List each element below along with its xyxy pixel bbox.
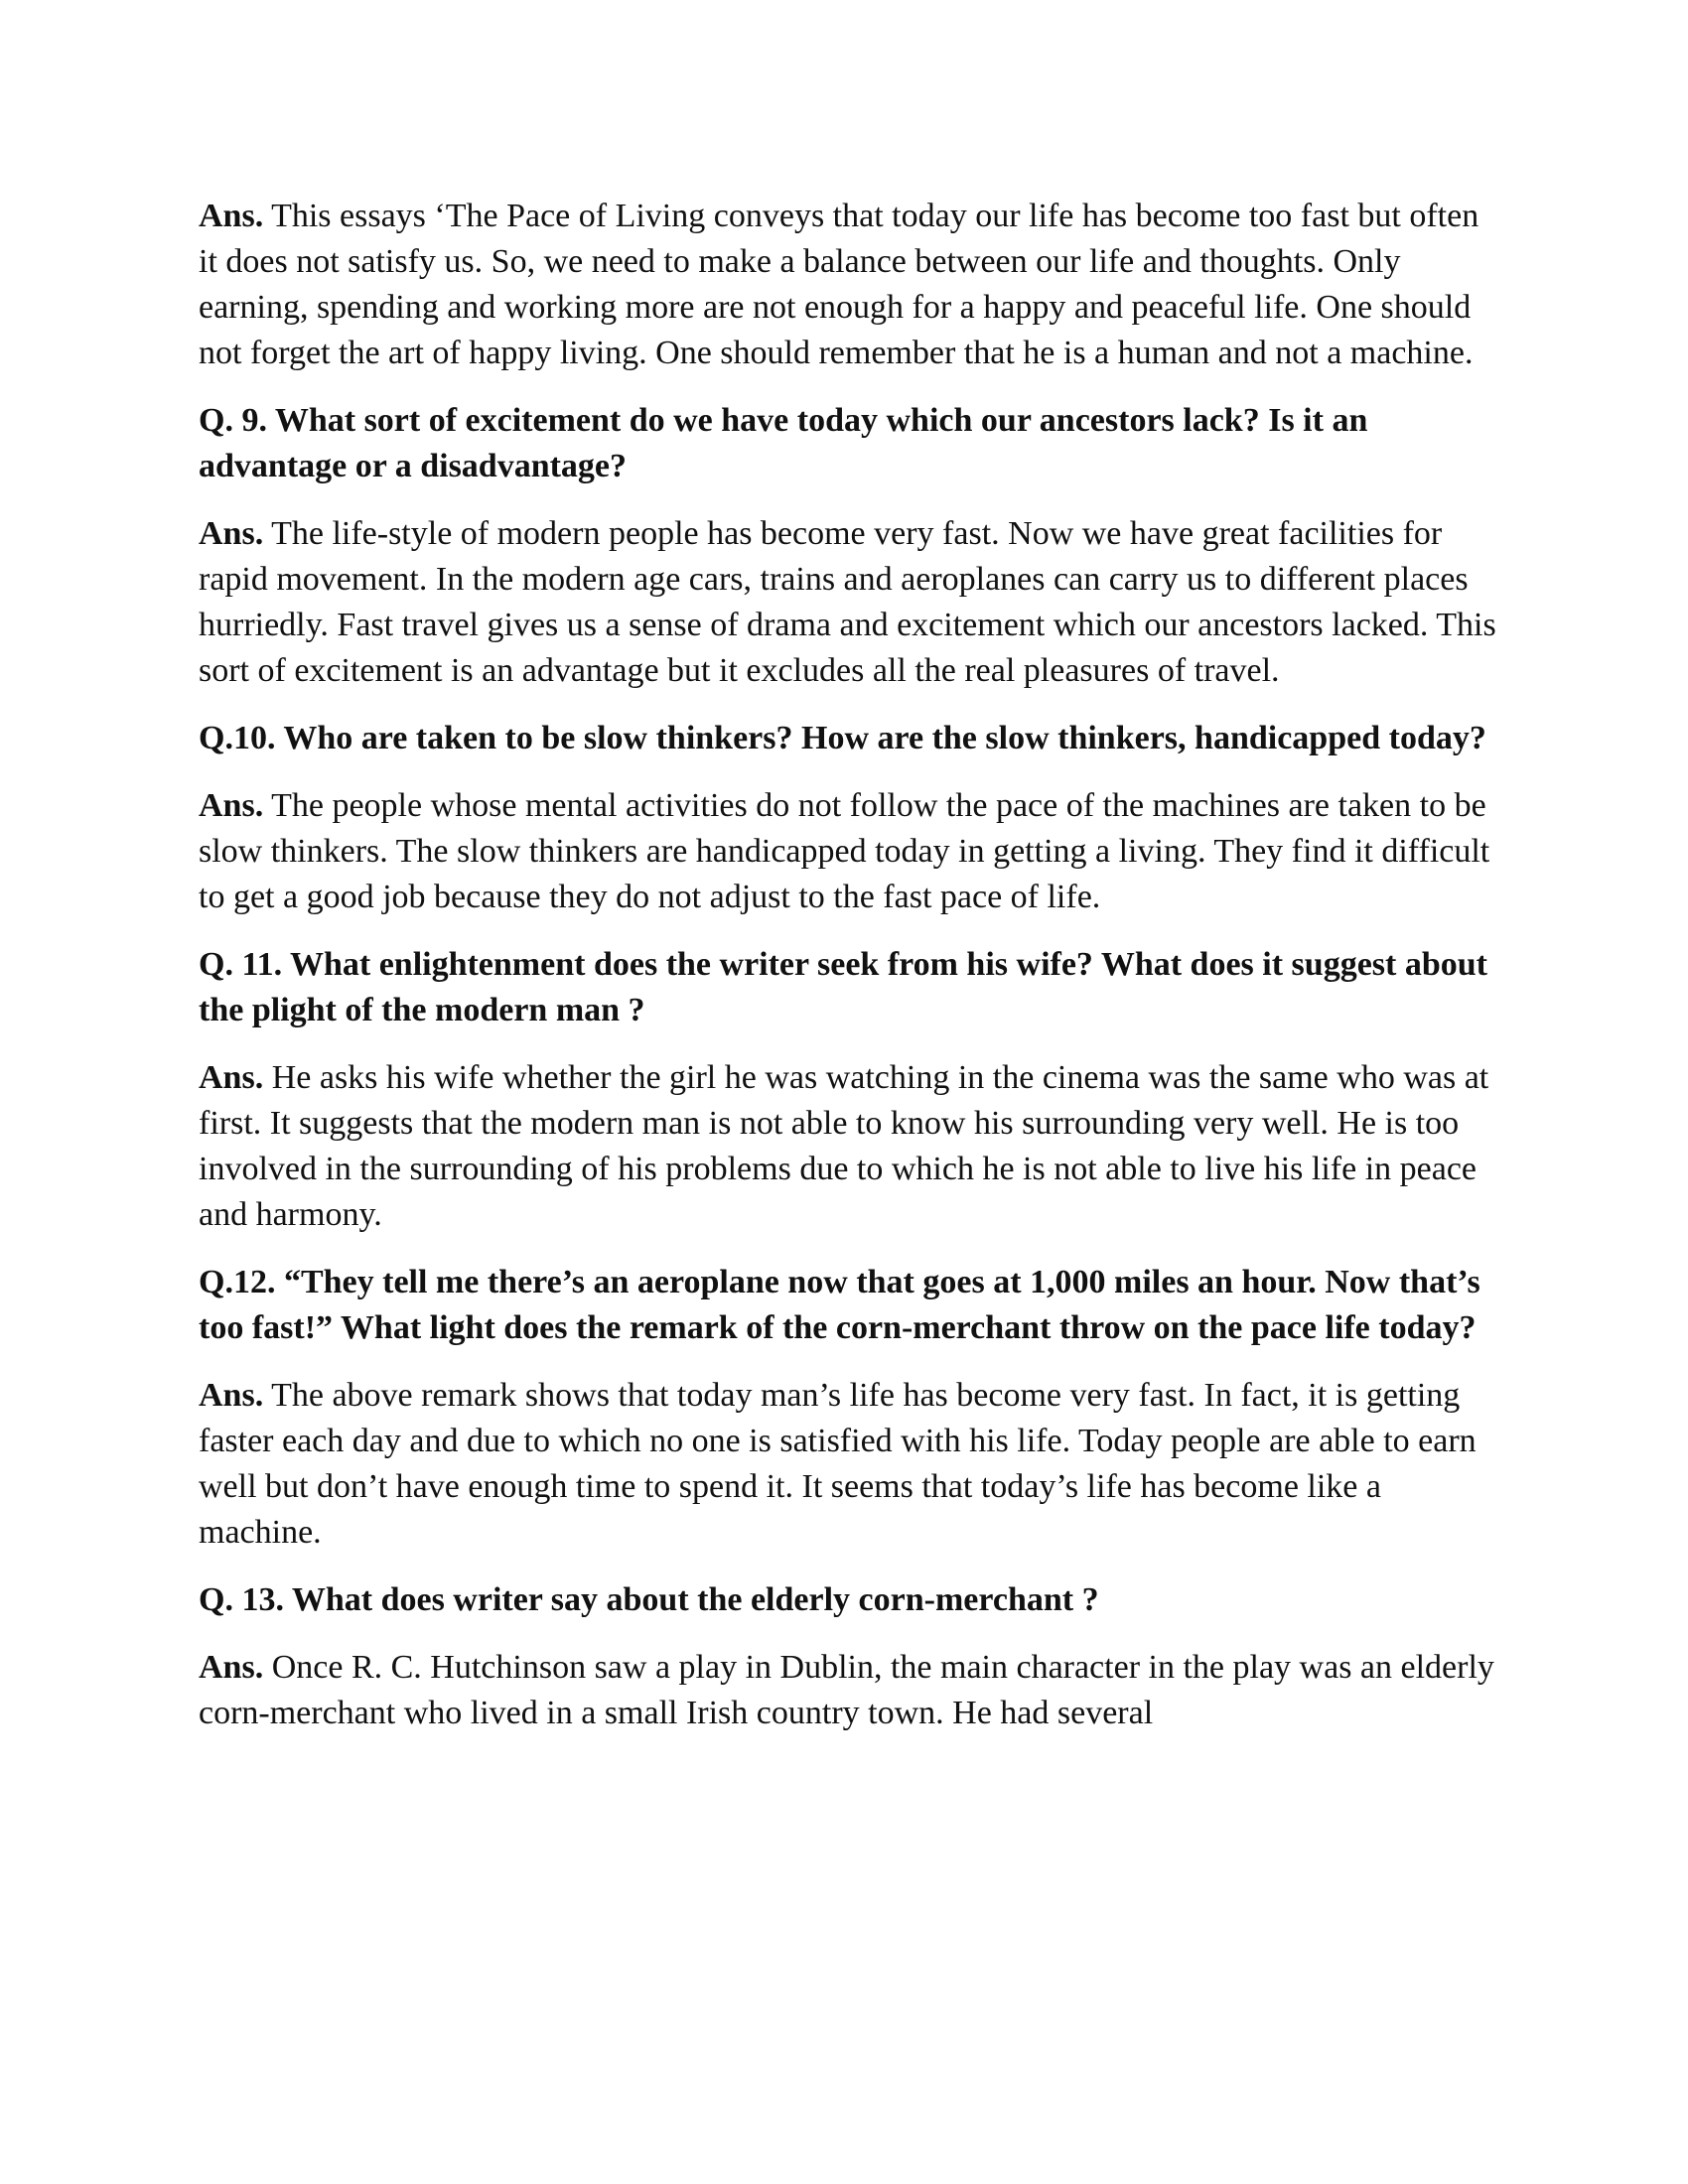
answer-label: Ans. <box>199 1649 264 1686</box>
question-heading: Q.10. Who are taken to be slow thinkers? How are the slow thinkers, handicapped today? <box>199 720 1486 756</box>
answer-label: Ans. <box>199 515 264 552</box>
answer-text: This essays ‘The Pace of Living conveys that today our life has become too fast but often it does not satisfy us. So, we need to make a balance between our life and thoughts. Only earning, spending and working more are not enough for a happy and peaceful life. One should not forget the art of happy living. One should remember that he is a human and not a machine. <box>199 198 1479 371</box>
question-heading: Q. 13. What does writer say about the elderly corn-merchant ? <box>199 1581 1099 1618</box>
question-heading: Q. 11. What enlightenment does the writer seek from his wife? What does it suggest about the plight of the modern man ? <box>199 946 1487 1028</box>
question-heading: Q.12. “They tell me there’s an aeroplane now that goes at 1,000 miles an hour. Now that’s too fast!” What light does the remark of the corn-merchant throw on the pace life today? <box>199 1264 1480 1346</box>
answer-label: Ans. <box>199 787 264 824</box>
answer-paragraph <box>199 783 1499 920</box>
answer-text: The above remark shows that today man’s life has become very fast. In fact, it is getting faster each day and due to which no one is satisfied with his life. Today people are able to earn well but don’t have enough time to spend it. It seems that today’s life has become like a machine. <box>199 1377 1477 1551</box>
answer-text: The people whose mental activities do not follow the pace of the machines are taken to be slow thinkers. The slow thinkers are handicapped today in getting a living. They find it difficult to get a good job because they do not adjust to the fast pace of life. <box>199 787 1490 915</box>
answer-label: Ans. <box>199 1059 264 1096</box>
answer-paragraph <box>199 1055 1499 1238</box>
answer-paragraph <box>199 1373 1499 1556</box>
answer-label: Ans. <box>199 198 264 234</box>
answer-text: The life-style of modern people has become very fast. Now we have great facilities for rapid movement. In the modern age cars, trains and aeroplanes can carry us to different places hurriedly. Fast travel gives us a sense of drama and excitement which our ancestors lacked. This sort of excitement is an advantage but it excludes all the real pleasures of travel. <box>199 515 1496 689</box>
answer-paragraph <box>199 511 1499 694</box>
answer-paragraph <box>199 1645 1499 1736</box>
answer-paragraph <box>199 194 1499 376</box>
answer-text: Once R. C. Hutchinson saw a play in Dublin, the main character in the play was an elderly corn-merchant who lived in a small Irish country town. He had several <box>199 1649 1494 1731</box>
answer-label: Ans. <box>199 1377 264 1414</box>
answer-text: He asks his wife whether the girl he was watching in the cinema was the same who was at first. It suggests that the modern man is not able to know his surrounding very well. He is too involved in the surrounding of his problems due to which he is not able to live his life in peace and harmony. <box>199 1059 1489 1233</box>
question-heading: Q. 9. What sort of excitement do we have today which our ancestors lack? Is it an advantage or a disadvantage? <box>199 402 1368 484</box>
document-page <box>199 194 1499 1758</box>
